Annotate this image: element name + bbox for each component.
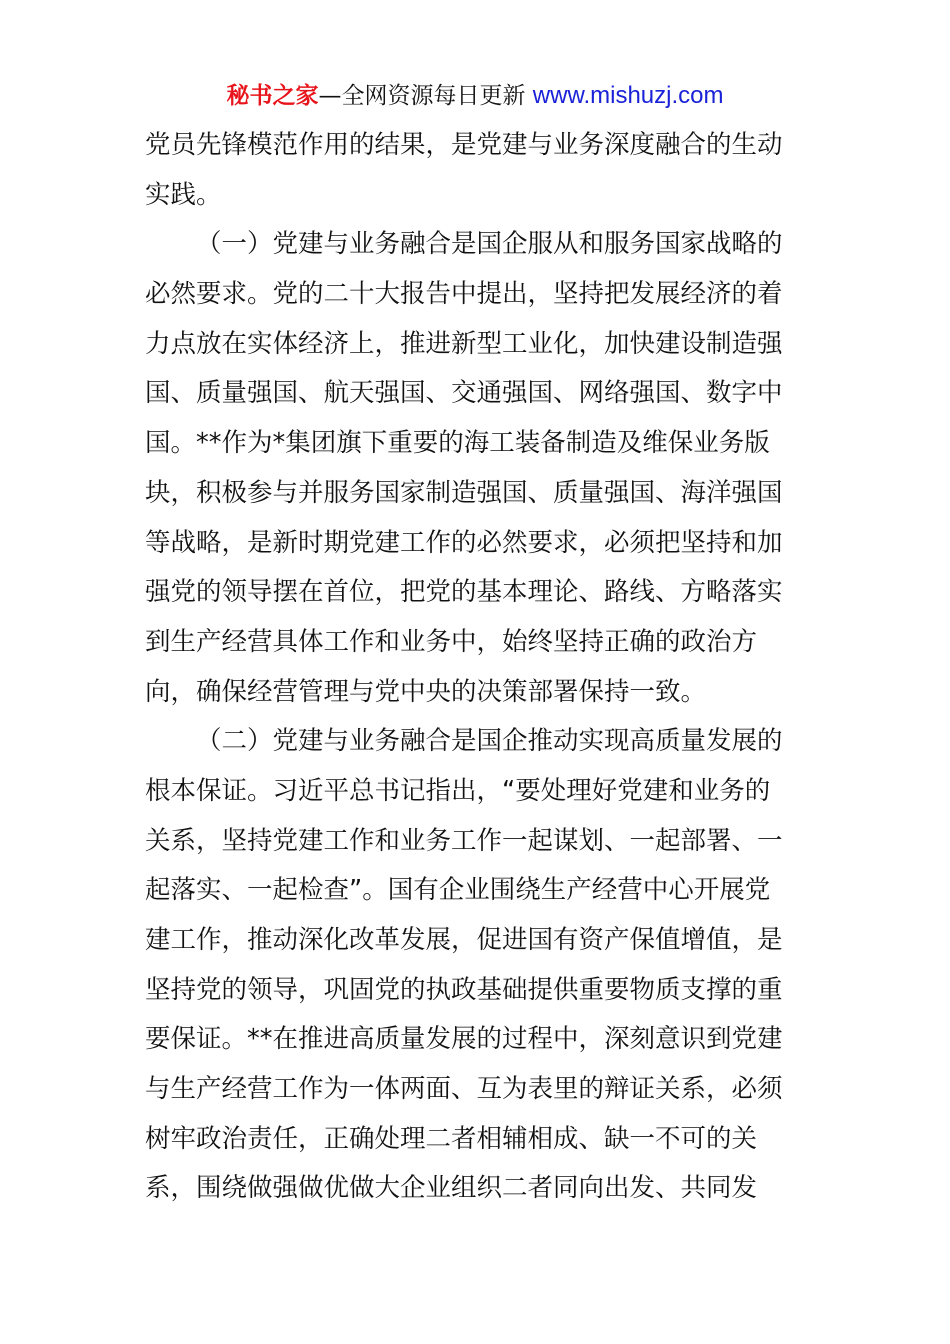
site-brand: 秘书之家 xyxy=(226,83,319,109)
paragraph-line: 强党的领导摆在首位，把党的基本理论、路线、方略落实 xyxy=(145,577,783,608)
paragraph-line: 起落实、一起检查”。国有企业围绕生产经营中心开展党 xyxy=(145,875,771,906)
paragraph-line: 与生产经营工作为一体两面、互为表里的辩证关系，必须 xyxy=(145,1074,783,1105)
paragraph-line: 国、质量强国、航天强国、交通强国、网络强国、数字中 xyxy=(145,378,783,409)
paragraph-line: 实践。 xyxy=(145,179,222,210)
paragraph-line: 向，确保经营管理与党中央的决策部署保持一致。 xyxy=(145,676,707,707)
paragraph-line: 到生产经营具体工作和业务中，始终坚持正确的政治方 xyxy=(145,626,758,657)
document-body xyxy=(145,121,815,1214)
site-header xyxy=(0,78,950,114)
paragraph-line: 党员先锋模范作用的结果，是党建与业务深度融合的生动 xyxy=(145,130,783,160)
paragraph-line: 树牢政治责任，正确处理二者相辅相成、缺一不可的关 xyxy=(145,1123,758,1154)
paragraph-line: 根本保证。习近平总书记指出，“要处理好党建和业务的 xyxy=(145,775,771,806)
paragraph-line: 要保证。**在推进高质量发展的过程中，深刻意识到党建 xyxy=(145,1024,783,1055)
paragraph-line: 国。**作为*集团旗下重要的海工装备制造及维保业务版 xyxy=(145,428,770,459)
paragraph-line: 坚持党的领导，巩固党的执政基础提供重要物质支撑的重 xyxy=(145,974,783,1005)
paragraph-line: 力点放在实体经济上，推进新型工业化，加快建设制造强 xyxy=(145,328,783,359)
paragraph-line: 必然要求。党的二十大报告中提出，坚持把发展经济的着 xyxy=(145,279,783,310)
paragraph-line: 块，积极参与并服务国家制造强国、质量强国、海洋强国 xyxy=(145,477,783,508)
paragraph-line: 建工作，推动深化改革发展，促进国有资产保值增值，是 xyxy=(145,925,783,955)
site-tagline: —全网资源每日更新 xyxy=(318,83,533,109)
section-heading-line: （一）党建与业务融合是国企服从和服务国家战略的 xyxy=(196,229,783,260)
paragraph-line: 关系，坚持党建工作和业务工作一起谋划、一起部署、一 xyxy=(145,825,783,856)
site-url[interactable]: www.mishuzj.com xyxy=(532,82,724,109)
paragraph-line: 系，围绕做强做优做大企业组织二者同向出发、共同发 xyxy=(145,1173,758,1204)
section-heading-line: （二）党建与业务融合是国企推动实现高质量发展的 xyxy=(196,726,783,757)
paragraph-line: 等战略，是新时期党建工作的必然要求，必须把坚持和加 xyxy=(145,527,783,558)
